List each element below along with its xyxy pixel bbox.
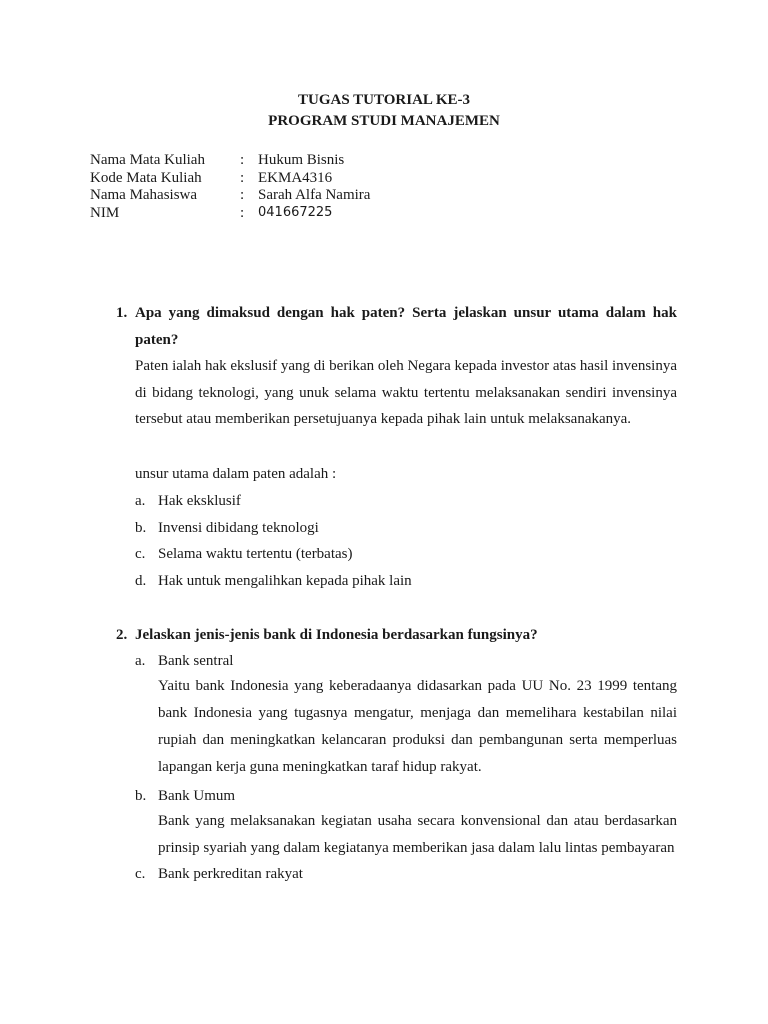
list-text: Bank Umum: [158, 788, 236, 804]
info-row-nim: [90, 204, 590, 222]
info-label: Kode Mata Kuliah: [90, 170, 202, 186]
list-text: Selama waktu tertentu (terbatas): [158, 546, 353, 562]
text-line: Bank yang melaksanakan kegiatan usaha secara konvensional dan atau berdasarkan: [158, 813, 677, 829]
info-value: 041667225: [258, 205, 333, 220]
list-letter: b.: [135, 788, 147, 804]
text-line: lapangan kerja guna meningkatkan taraf hidup rakyat.: [158, 759, 482, 775]
info-separator: :: [240, 205, 245, 221]
question-text: Apa yang dimaksud dengan hak paten? Serta jelaskan unsur utama dalam hak paten?: [135, 305, 677, 348]
question-number: 1.: [116, 305, 128, 321]
bank-umum-description: [158, 808, 677, 862]
list-letter: b.: [135, 520, 147, 536]
info-separator: :: [240, 152, 245, 168]
list-text: Hak eksklusif: [158, 493, 241, 509]
title-line-2: PROGRAM STUDI MANAJEMEN: [268, 113, 500, 129]
info-separator: :: [240, 187, 245, 203]
text-line: prinsip syariah yang dalam kegiatanya memberikan jasa dalam lalu lintas pembayaran: [158, 840, 675, 856]
info-row-student-name: [90, 186, 590, 204]
answer-1-list-intro: unsur utama dalam paten adalah :: [135, 466, 337, 482]
text-line: Yaitu bank Indonesia yang keberadaanya didasarkan pada UU No. 23 1999 tentang: [158, 678, 677, 694]
answer-1-paragraph: Paten ialah hak ekslusif yang di berikan oleh Negara kepada investor atas hasil invensinya di bidang teknologi, yang unuk selama waktu tertentu melaksanakan sendiri invensinya tersebut atau memberikan persetujuanya kepada pihak lain untuk melaksanakanya.: [135, 358, 677, 427]
list-letter: a.: [135, 653, 146, 669]
list-text: Bank sentral: [158, 653, 234, 669]
info-value: Hukum Bisnis: [258, 152, 345, 168]
question-1: [116, 300, 677, 354]
text-line: bank Indonesia yang tugasnya mengatur, menjaga dan memelihara kestabilan nilai: [158, 705, 677, 721]
text-line: rupiah dan meningkatkan kelancaran produksi dan pembangunan serta memperluas: [158, 732, 677, 748]
list-text: Hak untuk mengalihkan kepada pihak lain: [158, 573, 412, 589]
question-2: [116, 622, 677, 649]
list-letter: c.: [135, 546, 146, 562]
question-text: Jelaskan jenis-jenis bank di Indonesia berdasarkan fungsinya?: [135, 627, 538, 643]
info-row-course-code: [90, 169, 590, 187]
info-row-course-name: [90, 151, 590, 169]
info-label: NIM: [90, 205, 120, 221]
info-label: Nama Mahasiswa: [90, 187, 198, 203]
list-letter: a.: [135, 493, 146, 509]
info-label: Nama Mata Kuliah: [90, 152, 205, 168]
list-text: Bank perkreditan rakyat: [158, 866, 303, 882]
info-separator: :: [240, 170, 245, 186]
list-letter: d.: [135, 573, 147, 589]
bank-sentral-description: [158, 673, 677, 781]
list-text: Invensi dibidang teknologi: [158, 520, 319, 536]
info-value: Sarah Alfa Namira: [258, 187, 371, 203]
info-value: EKMA4316: [258, 170, 333, 186]
question-number: 2.: [116, 627, 128, 643]
list-letter: c.: [135, 866, 146, 882]
title-line-1: TUGAS TUTORIAL KE-3: [298, 92, 470, 108]
